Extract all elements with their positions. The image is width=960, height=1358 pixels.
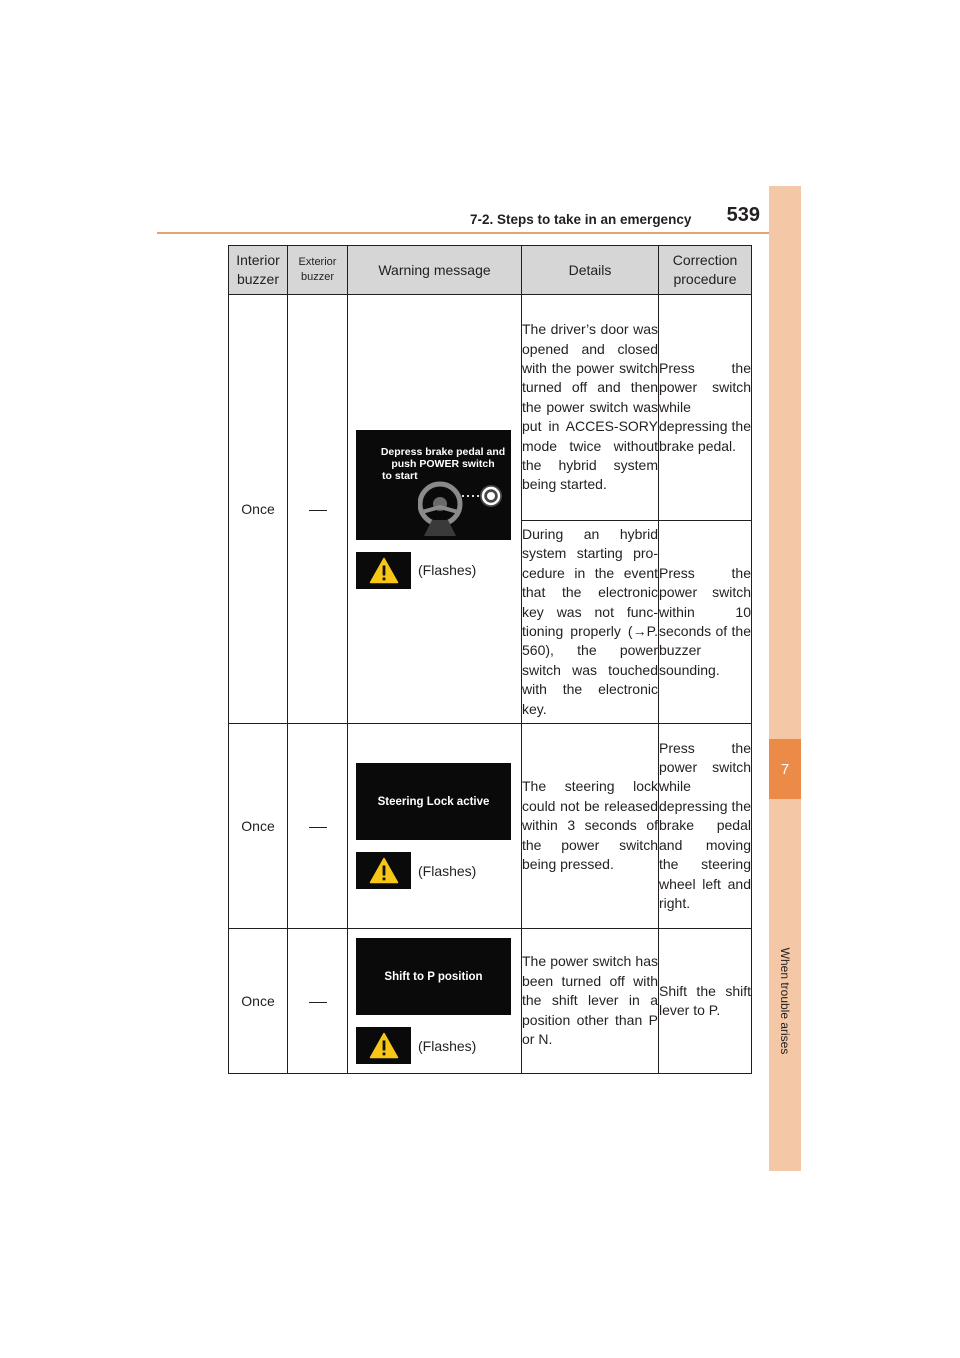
- warning-message-cell: [348, 929, 522, 1074]
- flashes-label: (Flashes): [418, 1037, 477, 1054]
- details-cell: The driver’s door was opened and closed with the power switch turned off and then the power switch was put in ACCES-SORY mode twice without the hybrid system being started.: [522, 295, 659, 521]
- interior-buzzer-cell: Once: [229, 295, 288, 724]
- warning-triangle-icon: [356, 852, 411, 889]
- chapter-tab: [769, 186, 801, 1171]
- screen-line: push POWER switch: [391, 457, 495, 470]
- header-interior-buzzer: Interior buzzer: [229, 246, 288, 295]
- details-cell: During an hybrid system starting pro-cedure in the event that the electronic key was not func-tioning properly (→P. 560), the power switch was touched with the electronic key.: [522, 521, 659, 724]
- interior-buzzer-cell: Once: [229, 929, 288, 1074]
- correction-cell: Press the power switch within 10 seconds of the buzzer sounding.: [659, 521, 752, 724]
- display-screen-steering-lock: Steering Lock active: [356, 763, 511, 840]
- table-row: [229, 929, 752, 1074]
- screen-line: Depress brake pedal and: [380, 445, 506, 458]
- section-title: 7-2. Steps to take in an emergency: [470, 212, 692, 227]
- warning-triangle-icon: [356, 1027, 411, 1064]
- warning-table: [228, 245, 752, 1074]
- chapter-label: When trouble arises: [778, 947, 792, 1055]
- warning-triangle-icon: [356, 552, 411, 589]
- header-rule: [157, 232, 800, 234]
- table-header-row: [229, 246, 752, 295]
- chapter-number: 7: [769, 739, 801, 799]
- warning-message-cell: [348, 724, 522, 929]
- table-row: [229, 295, 752, 521]
- header-warning-message: Warning message: [348, 246, 522, 295]
- header-details: Details: [522, 246, 659, 295]
- exterior-buzzer-cell: [288, 724, 348, 929]
- table-row: [229, 724, 752, 929]
- header-exterior-buzzer: Exterior buzzer: [288, 246, 348, 295]
- screen-line: to start: [382, 469, 418, 482]
- details-cell: The steering lock could not be released within 3 seconds of the power switch being pressed.: [522, 724, 659, 929]
- dash: [309, 510, 327, 511]
- dash: [309, 1002, 327, 1003]
- display-screen-depress-brake: [356, 430, 511, 540]
- dash: [309, 827, 327, 828]
- correction-cell: Press the power switch while depressing the brake pedal and moving the steering wheel left and right.: [659, 724, 752, 929]
- exterior-buzzer-cell: [288, 295, 348, 724]
- display-screen-shift-to-p: Shift to P position: [356, 938, 511, 1015]
- interior-buzzer-cell: Once: [229, 724, 288, 929]
- correction-cell: Shift the shift lever to P.: [659, 929, 752, 1074]
- warning-message-cell: [348, 295, 522, 724]
- correction-cell: Press the power switch while depressing the brake pedal.: [659, 295, 752, 521]
- details-cell: The power switch has been turned off with the shift lever in a position other than P or N.: [522, 929, 659, 1074]
- steering-wheel-icon: [418, 476, 508, 538]
- page-number: 539: [726, 204, 760, 226]
- exterior-buzzer-cell: [288, 929, 348, 1074]
- header-correction-procedure: Correction procedure: [659, 246, 752, 295]
- flashes-label: (Flashes): [418, 562, 477, 578]
- flashes-label: (Flashes): [418, 862, 477, 879]
